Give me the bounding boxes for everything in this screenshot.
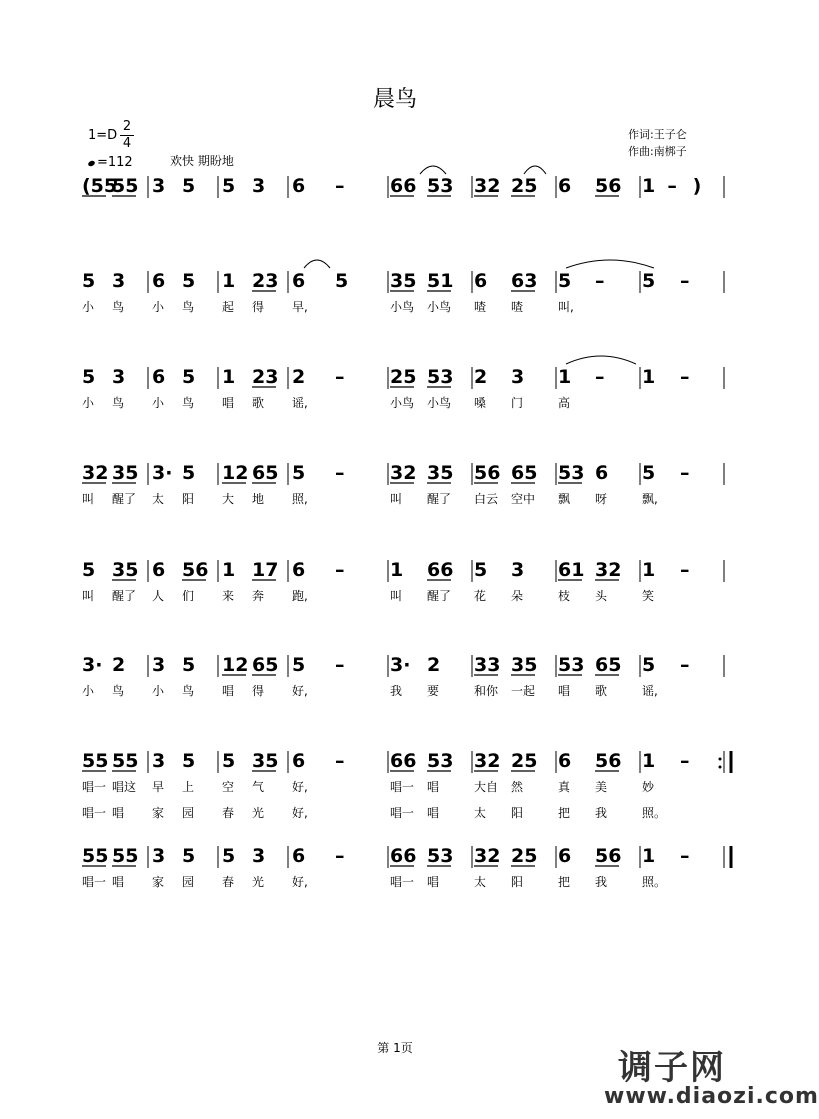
note-group: 25	[390, 366, 417, 388]
note-group: 6	[558, 175, 572, 197]
note-group: –	[680, 750, 690, 772]
lyric-syllable: 朵	[511, 589, 524, 603]
lyric-syllable: 空中	[511, 492, 536, 506]
note-group: 25	[511, 175, 538, 197]
lyric-syllable: 醒了	[112, 492, 137, 506]
note-group: 6	[292, 750, 306, 772]
note-group: –	[680, 559, 690, 581]
note-group: –	[335, 175, 345, 197]
lyric-syllable: 嗓	[474, 396, 487, 410]
note-group: 53	[558, 654, 585, 676]
lyric-syllable: 我	[595, 875, 608, 889]
repeat-dot	[719, 766, 722, 769]
lyric-syllable: 叫	[390, 492, 403, 506]
lyric-syllable: 阳	[511, 875, 524, 889]
lyric-syllable: 小	[82, 300, 95, 314]
note-group: 33	[474, 654, 501, 676]
lyric-syllable: 叫	[82, 589, 95, 603]
lyric-syllable: 唱	[222, 684, 235, 698]
lyric-syllable: 我	[390, 684, 403, 698]
lyric-syllable-verse2: 春	[222, 806, 235, 820]
lyric-syllable: 鸟	[182, 300, 195, 314]
lyric-syllable: 好,	[292, 875, 308, 889]
lyric-syllable-verse2: 太	[474, 806, 487, 820]
note-group: 6	[558, 845, 572, 867]
note-group: (55	[82, 175, 118, 197]
note-group: –	[335, 845, 345, 867]
lyric-syllable: 花	[474, 589, 487, 603]
note-group: 1	[642, 559, 656, 581]
lyric-syllable: 真	[558, 780, 571, 794]
lyric-syllable: 谣,	[292, 396, 308, 410]
lyric-syllable: 然	[511, 780, 524, 794]
note-group: 6	[474, 270, 488, 292]
lyric-syllable: 头	[595, 589, 608, 603]
note-group: 3·	[390, 654, 411, 676]
note-group: 2	[427, 654, 441, 676]
note-group: 3	[252, 175, 266, 197]
note-group: 32	[474, 175, 501, 197]
lyric-syllable: 好,	[292, 684, 308, 698]
lyric-syllable-verse2: 唱一	[82, 806, 107, 820]
note-group: 55	[112, 175, 139, 197]
lyric-syllable: 早	[152, 780, 165, 794]
lyric-syllable-verse2: 唱	[427, 806, 440, 820]
lyric-syllable-verse2: 把	[558, 806, 571, 820]
watermark-logo: 调子网	[618, 1048, 726, 1088]
lyric-syllable: 喳	[511, 300, 524, 314]
lyric-syllable-verse2: 我	[595, 806, 608, 820]
lyric-syllable: 小	[82, 684, 95, 698]
note-group: 56	[182, 559, 209, 581]
note-group: 66	[390, 175, 417, 197]
lyric-syllable: 唱一	[82, 780, 107, 794]
lyric-syllable-verse2: 唱	[112, 806, 125, 820]
note-group: –	[680, 462, 690, 484]
lyric-syllable-verse2: 好,	[292, 806, 308, 820]
lyric-syllable: 唱	[427, 875, 440, 889]
note-group: –	[595, 366, 605, 388]
song-title: 晨鸟	[372, 87, 417, 112]
note-group: 5	[222, 175, 236, 197]
lyric-syllable: 唱一	[390, 875, 415, 889]
lyric-syllable: 叫,	[558, 300, 574, 314]
lyric-syllable: 要	[427, 684, 440, 698]
lyric-syllable: 一起	[511, 684, 536, 698]
lyric-syllable: 地	[252, 492, 265, 506]
note-group: 1	[558, 366, 572, 388]
composer-credit: 作曲:南梆子	[628, 145, 687, 158]
lyric-syllable: 把	[558, 875, 571, 889]
slur-arc	[420, 166, 446, 174]
lyric-syllable: 光	[252, 875, 265, 889]
lyric-syllable: 门	[511, 396, 524, 410]
lyric-syllable-verse2: 光	[252, 806, 265, 820]
note-group: 3	[112, 270, 126, 292]
note-group: 5	[182, 366, 196, 388]
note-group: 5	[335, 270, 349, 292]
note-group: 5	[222, 845, 236, 867]
note-group: 5	[182, 750, 196, 772]
lyric-syllable: 跑,	[292, 589, 308, 603]
lyric-syllable: 唱这	[112, 780, 137, 794]
slur-arc	[566, 260, 654, 268]
lyric-syllable-verse2: 阳	[511, 806, 524, 820]
note-group: 25	[511, 845, 538, 867]
note-group: 5	[558, 270, 572, 292]
note-group: 3	[511, 366, 525, 388]
lyric-syllable: 太	[474, 875, 487, 889]
note-group: 61	[558, 559, 585, 581]
time-signature-top: 2	[122, 119, 132, 134]
note-group: 56	[595, 750, 622, 772]
note-group: 1	[222, 559, 236, 581]
lyric-syllable: 呀	[595, 492, 608, 506]
lyric-syllable: 小鸟	[390, 300, 415, 314]
note-group: 5	[642, 270, 656, 292]
lyric-syllable: 奔	[252, 589, 265, 603]
note-group: 23	[252, 366, 279, 388]
lyric-syllable: 照,	[292, 492, 308, 506]
note-group: 23	[252, 270, 279, 292]
lyric-syllable: 叫	[82, 492, 95, 506]
lyric-syllable: 白云	[474, 492, 499, 506]
note-group: 66	[390, 750, 417, 772]
lyric-syllable: 得	[252, 684, 265, 698]
note-group: 3	[112, 366, 126, 388]
note-group: 53	[427, 366, 454, 388]
note-group: –	[680, 654, 690, 676]
note-group: 32	[595, 559, 622, 581]
note-group: 3	[152, 845, 166, 867]
note-group: 5	[182, 175, 196, 197]
lyric-syllable: 太	[152, 492, 165, 506]
lyric-syllable: 得	[252, 300, 265, 314]
lyric-syllable: 唱	[558, 684, 571, 698]
note-group: 5	[474, 559, 488, 581]
lyric-syllable: 枝	[558, 589, 571, 603]
note-group: 35	[112, 462, 139, 484]
lyric-syllable: 早,	[292, 300, 308, 314]
note-group: 5	[182, 845, 196, 867]
note-group: 6	[152, 366, 166, 388]
lyric-syllable: 醒了	[427, 492, 452, 506]
note-group: 53	[427, 175, 454, 197]
note-group: 1	[642, 366, 656, 388]
note-group: 2	[112, 654, 126, 676]
lyric-syllable: 春	[222, 875, 235, 889]
note-group: –	[335, 750, 345, 772]
lyric-syllable: 美	[595, 780, 608, 794]
note-group: –	[595, 270, 605, 292]
lyric-syllable: 小	[82, 396, 95, 410]
time-signature-bottom: 4	[122, 136, 132, 151]
note-group: 56	[474, 462, 501, 484]
lyric-syllable: 阳	[182, 492, 195, 506]
note-group: 6	[558, 750, 572, 772]
lyric-syllable-verse2: 照。	[642, 806, 667, 820]
lyric-syllable: 照。	[642, 875, 667, 889]
lyric-syllable: 妙	[642, 780, 655, 794]
expression-marking: 欢快 期盼地	[170, 154, 234, 168]
note-group: 6	[152, 270, 166, 292]
lyric-syllable-verse2: 唱一	[390, 806, 415, 820]
lyric-syllable-verse2: 家	[152, 806, 165, 820]
note-group: 5	[292, 654, 306, 676]
lyric-syllable: 小鸟	[427, 300, 452, 314]
lyric-syllable: 叫	[390, 589, 403, 603]
lyric-syllable: 们	[182, 589, 195, 603]
note-group: 1	[222, 366, 236, 388]
note-group: 25	[511, 750, 538, 772]
note-group: 55	[112, 750, 139, 772]
lyric-syllable: 园	[182, 875, 195, 889]
note-group: 35	[511, 654, 538, 676]
lyric-syllable: 小鸟	[390, 396, 415, 410]
lyric-syllable: 唱	[222, 396, 235, 410]
note-group: –	[680, 270, 690, 292]
note-group: 6	[595, 462, 609, 484]
lyric-syllable: 醒了	[112, 589, 137, 603]
lyric-syllable-verse2: 园	[182, 806, 195, 820]
lyric-syllable: 飘	[558, 492, 571, 506]
lyric-syllable: 唱一	[390, 780, 415, 794]
note-group: 1	[642, 175, 656, 197]
lyric-syllable: 来	[222, 589, 235, 603]
lyric-syllable: 鸟	[112, 396, 125, 410]
lyric-syllable: 和你	[474, 684, 499, 698]
note-group: 65	[252, 462, 279, 484]
lyric-syllable: 醒了	[427, 589, 452, 603]
note-group: 1	[642, 845, 656, 867]
key-signature: 1=D	[88, 128, 118, 143]
lyric-syllable: 飘,	[642, 492, 658, 506]
lyric-syllable: 气	[252, 780, 265, 794]
note-group: 65	[252, 654, 279, 676]
note-group: 5	[642, 654, 656, 676]
note-group: 5	[182, 654, 196, 676]
note-group: –	[335, 559, 345, 581]
lyric-syllable: 鸟	[182, 396, 195, 410]
note-group: –	[335, 654, 345, 676]
note-group: 5	[642, 462, 656, 484]
note-group: 6	[292, 175, 306, 197]
lyric-syllable: 唱	[427, 780, 440, 794]
lyric-syllable: 上	[182, 780, 195, 794]
note-group: 66	[427, 559, 454, 581]
note-group: 35	[390, 270, 417, 292]
note-group: 3·	[82, 654, 103, 676]
lyric-syllable: 唱一	[82, 875, 107, 889]
note-group: –	[335, 366, 345, 388]
lyric-syllable: 谣,	[642, 684, 658, 698]
note-group: 65	[511, 462, 538, 484]
note-group: 53	[427, 845, 454, 867]
note-group: 56	[595, 175, 622, 197]
note-group: 2	[474, 366, 488, 388]
note-group: )	[692, 175, 702, 197]
note-group: 6	[292, 559, 306, 581]
note-group: 32	[474, 845, 501, 867]
note-group: 3·	[152, 462, 173, 484]
note-group: 1	[222, 270, 236, 292]
lyric-syllable: 歌	[252, 396, 265, 410]
note-group: 63	[511, 270, 538, 292]
note-group: –	[335, 462, 345, 484]
tempo-value: =112	[97, 155, 133, 170]
note-group: 51	[427, 270, 454, 292]
slur-arc	[304, 260, 330, 268]
lyric-syllable: 歌	[595, 684, 608, 698]
note-group: 55	[112, 845, 139, 867]
lyric-syllable: 鸟	[182, 684, 195, 698]
note-group: 5	[292, 462, 306, 484]
note-group: 6	[152, 559, 166, 581]
lyricist-credit: 作词:王子仑	[628, 128, 687, 141]
note-group: –	[680, 845, 690, 867]
slur-arc	[566, 356, 636, 364]
note-group: 55	[82, 750, 109, 772]
note-group: 3	[511, 559, 525, 581]
note-group: 3	[152, 750, 166, 772]
note-group: 53	[558, 462, 585, 484]
lyric-syllable: 小	[152, 300, 165, 314]
note-group: 12	[222, 654, 249, 676]
lyric-syllable: 小	[152, 396, 165, 410]
note-group: 66	[390, 845, 417, 867]
note-group: 2	[292, 366, 306, 388]
lyric-syllable: 好,	[292, 780, 308, 794]
note-group: 3	[152, 654, 166, 676]
note-group: 1	[642, 750, 656, 772]
note-group: 17	[252, 559, 279, 581]
lyric-syllable: 家	[152, 875, 165, 889]
lyric-syllable: 鸟	[112, 684, 125, 698]
note-group: –	[667, 175, 677, 197]
note-group: 55	[82, 845, 109, 867]
note-group: 35	[252, 750, 279, 772]
note-group: 32	[474, 750, 501, 772]
lyric-syllable: 小鸟	[427, 396, 452, 410]
note-group: 32	[82, 462, 109, 484]
note-group: 5	[82, 366, 96, 388]
note-group: 5	[222, 750, 236, 772]
note-group: 12	[222, 462, 249, 484]
note-group: 35	[427, 462, 454, 484]
note-group: 3	[152, 175, 166, 197]
lyric-syllable: 空	[222, 780, 235, 794]
lyric-syllable: 喳	[474, 300, 487, 314]
lyric-syllable: 起	[222, 300, 235, 314]
lyric-syllable: 小	[152, 684, 165, 698]
note-group: –	[680, 366, 690, 388]
note-group: 6	[292, 845, 306, 867]
lyric-syllable: 大	[222, 492, 235, 506]
note-group: 5	[82, 559, 96, 581]
lyric-syllable: 大自	[474, 780, 499, 794]
lyric-syllable: 笑	[642, 589, 655, 603]
lyric-syllable: 高	[558, 396, 571, 410]
slur-arc	[524, 166, 546, 174]
note-group: 65	[595, 654, 622, 676]
note-group: 56	[595, 845, 622, 867]
note-group: 3	[252, 845, 266, 867]
page-number: 第 1页	[377, 1041, 413, 1055]
note-group: 35	[112, 559, 139, 581]
note-group: 1	[390, 559, 404, 581]
lyric-syllable: 人	[152, 589, 165, 603]
note-group: 5	[182, 462, 196, 484]
note-group: 5	[82, 270, 96, 292]
note-group: 5	[182, 270, 196, 292]
repeat-dot	[719, 758, 722, 761]
note-group: 6	[292, 270, 306, 292]
note-group: 53	[427, 750, 454, 772]
lyric-syllable: 唱	[112, 875, 125, 889]
note-group: 32	[390, 462, 417, 484]
lyric-syllable: 鸟	[112, 300, 125, 314]
watermark-url: www.diaozi.com	[604, 1084, 819, 1109]
